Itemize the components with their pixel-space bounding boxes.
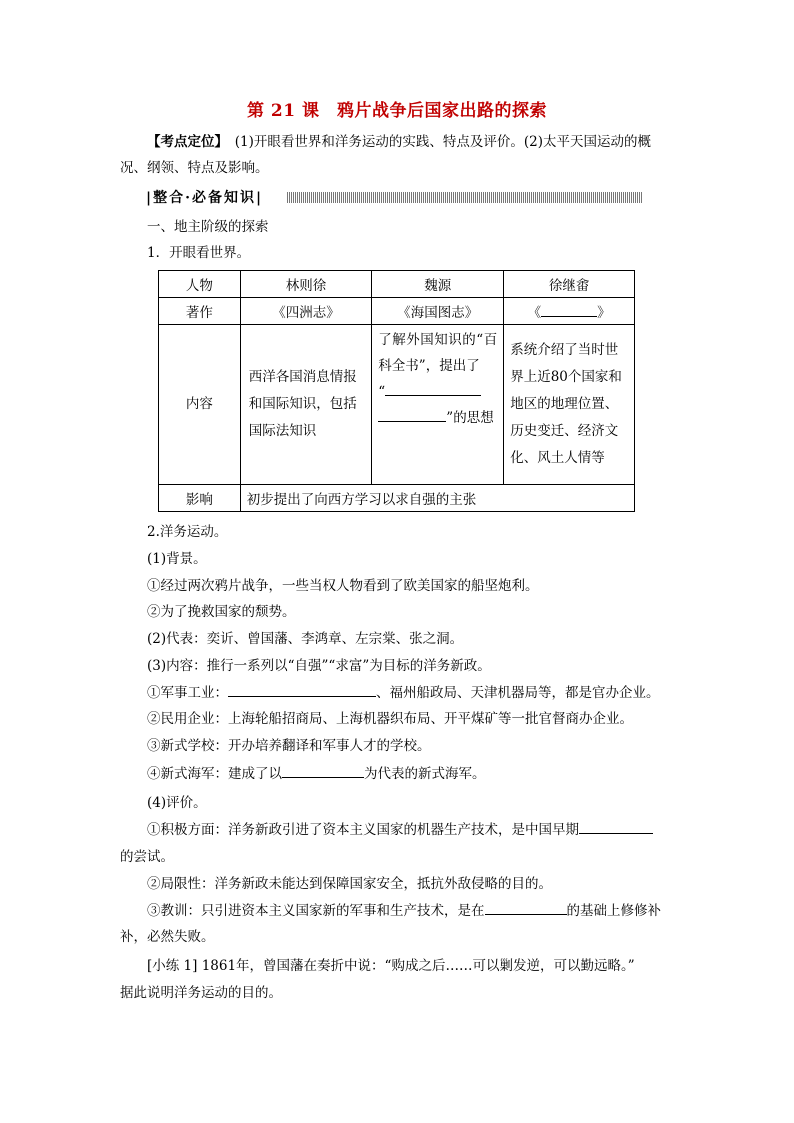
evaluation-label: (4)评价。 <box>147 795 207 811</box>
line-text: 为代表的新式海军。 <box>364 766 486 782</box>
cell-text: “ <box>378 384 386 400</box>
section-label: |整合·必备知识| <box>146 190 264 206</box>
table-row <box>159 485 635 512</box>
table-row <box>159 298 635 325</box>
table-header-cell: 魏源 <box>372 271 504 298</box>
section-hatch-decoration <box>287 192 642 203</box>
table-cell: 系统介绍了当时世界上近80个国家和地区的地理位置、历史变迁、经济文化、风土人情等 <box>504 325 635 485</box>
evaluation-item-1-cont: 的尝试。 <box>120 849 174 865</box>
cell-text: 了解外国知识的“百科全书”，提出了 <box>378 332 498 374</box>
section-banner <box>146 188 642 208</box>
evaluation-item-3-cont: 补，必然失败。 <box>120 929 215 945</box>
table-cell: 《四洲志》 <box>240 298 372 325</box>
table-cell: 初步提出了向西方学习以求自强的主张 <box>240 485 634 512</box>
representatives-line: (2)代表：奕䜣、曾国藩、李鸿章、左宗棠、张之洞。 <box>147 631 464 647</box>
content-item-2: ②民用企业：上海轮船招商局、上海机器织布局、开平煤矿等一批官督商办企业。 <box>147 711 633 727</box>
kaodian-line-1 <box>147 131 651 153</box>
content-item-1 <box>147 682 660 704</box>
table-cell: 西洋各国消息情报和国际知识，包括国际法知识 <box>240 325 372 485</box>
bracket-close: 》 <box>597 305 611 321</box>
table-row <box>159 271 635 298</box>
lesson-title: 第 21 课 鸦片战争后国家出路的探索 <box>247 101 547 121</box>
exercise-line-1: [小练 1] 1861年，曾国藩在奏折中说：“购成之后……可以剿发逆，可以勤远略。” <box>147 958 635 974</box>
evaluation-item-3 <box>147 900 661 922</box>
line-text: ④新式海军：建成了以 <box>147 766 282 782</box>
content-label: (3)内容：推行一系列以“自强”“求富”为目标的洋务新政。 <box>147 658 491 674</box>
table-cell-fill-blank <box>372 325 504 485</box>
part1-heading: 一、地主阶级的探索 <box>147 219 269 235</box>
line-text: 的基础上修修补 <box>566 903 661 919</box>
table-cell: 内容 <box>159 325 241 485</box>
kaodian-label: 【考点定位】 <box>147 134 222 150</box>
part2-heading: 2.洋务运动。 <box>147 524 228 540</box>
table-cell: 著作 <box>159 298 241 325</box>
fill-blank[interactable] <box>579 819 653 834</box>
table-header-cell: 林则徐 <box>240 271 372 298</box>
content-item-3: ③新式学校：开办培养翻译和军事人才的学校。 <box>147 738 431 754</box>
figures-table <box>158 270 635 512</box>
background-item-1: ①经过两次鸦片战争，一些当权人物看到了欧美国家的船坚炮利。 <box>147 578 539 594</box>
evaluation-item-2: ②局限性：洋务新政未能达到保障国家安全，抵抗外敌侵略的目的。 <box>147 876 552 892</box>
evaluation-item-1 <box>147 819 653 841</box>
line-text: ①军事工业： <box>147 685 228 701</box>
content-item-4 <box>147 763 486 785</box>
exercise-line-2: 据此说明洋务运动的目的。 <box>120 985 282 1001</box>
bracket-open: 《 <box>527 305 542 321</box>
line-text: 、福州船政局、天津机器局等，都是官办企业。 <box>376 685 660 701</box>
kaodian-line-2: 况、纲领、特点及影响。 <box>120 160 269 176</box>
kaodian-text-1: (1)开眼看世界和洋务运动的实践、特点及评价。(2)太平天国运动的概 <box>221 134 651 150</box>
cell-text: ”的思想 <box>446 410 494 426</box>
background-item-2: ②为了挽救国家的颓势。 <box>147 604 296 620</box>
line-text: ①积极方面：洋务新政引进了资本主义国家的机器生产技术，是中国早期 <box>147 822 579 838</box>
table-row <box>159 325 635 485</box>
fill-blank[interactable] <box>228 682 376 697</box>
fill-blank[interactable] <box>282 763 364 778</box>
fill-blank[interactable] <box>485 900 567 915</box>
table-cell: 影响 <box>159 485 241 512</box>
line-text: ③教训：只引进资本主义国家新的军事和生产技术，是在 <box>147 903 485 919</box>
fill-blank[interactable] <box>378 407 446 422</box>
background-label: (1)背景。 <box>147 551 207 567</box>
table-cell: 《海国图志》 <box>372 298 504 325</box>
table-header-cell: 徐继畬 <box>504 271 635 298</box>
table-cell-fill-blank <box>504 298 635 325</box>
part1-sub1: 1．开眼看世界。 <box>147 245 251 261</box>
fill-blank[interactable] <box>541 302 597 317</box>
fill-blank[interactable] <box>385 381 481 396</box>
table-header-cell: 人物 <box>159 271 241 298</box>
